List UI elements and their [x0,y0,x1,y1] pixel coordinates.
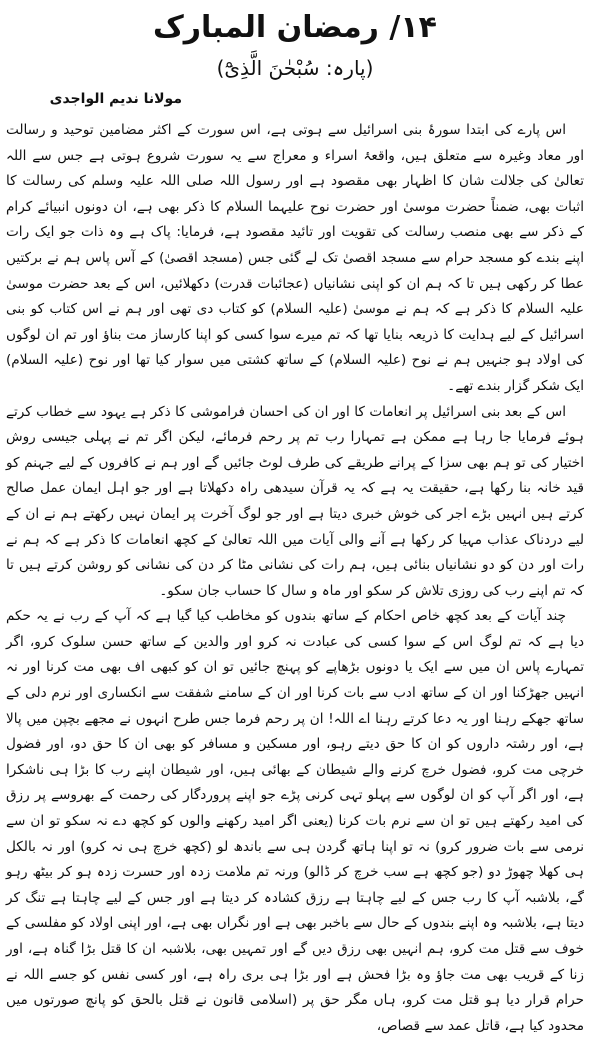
page-subtitle: (پارہ: سُبْحٰنَ الَّذِیْٓ) [216,56,374,80]
author-name: مولانا ندیم الواجدی [49,91,182,107]
page-title: ۱۴/ رمضان المبارک [153,10,437,45]
paragraph: اس پارے کی ابتدا سورۂ بنی اسرائیل سے ہوتی ہے، اس سورت کے اکثر مضامین توحید و رسالت اور معاد وغیرہ سے متعلق ہیں، واقعۂ اسراء و معراج سے یہ سورت شروع ہوتی ہے جس سے اللہ تعالیٰ کی جلالت شان کا اظہار بھی مقصود ہے اور رسول اللہ صلی اللہ علیہ وسلم کی رسالت کا اثبات بھی، ضمناً حضرت موسیٰ اور حضرت نوح علیہما السلام کا ذکر بھی ہے، ان دونوں انبیائے کرام کے ذکر سے بھی منصب رسالت کی تقویت اور تائید مقصود ہے، فرمایا: پاک ہے وہ ذات جو ایک رات اپنے بندے کو مسجد حرام سے مسجد اقصیٰ تک لے گئی جس (مسجد اقصیٰ) کے آس پاس ہم نے برکتیں عطا کر رکھی ہیں تا کہ ہم ان کو اپنی نشانیاں (عجائبات قدرت) دکھلائیں، اس کے بعد حضرت موسیٰ علیہ السلام کا ذکر ہے کہ ہم نے موسیٰ (علیہ السلام) کو کتاب دی تھی اور ہم نے اس کتاب کو بنی اسرائیل کے لیے ہدایت کا ذریعہ بنایا تھا کہ تم میرے سوا کسی کو اپنا کارساز مت بناؤ اور تم ان لوگوں کی اولاد ہو جنہیں ہم نے نوح (علیہ السلام) کے ساتھ کشتی میں سوار کیا تھا اور نوح (علیہ السلام) ایک شکر گزار بندے تھے۔ [6,122,584,394]
article-body [6,118,584,1039]
paragraph: اس کے بعد بنی اسرائیل پر انعامات کا اور ان کی احسان فراموشی کا ذکر ہے یہود سے خطاب کرتے ہوئے فرمایا جا رہا ہے ممکن ہے تمہارا رب تم پر رحم فرمائے، لیکن اگر تم نے پہلی جیسی روش اختیار کی تو ہم بھی سزا کے پرانے طریقے کی طرف لوٹ جائیں گے اور ہم نے کافروں کے لیے جہنم کو قید خانہ بنا رکھا ہے، حقیقت یہ ہے کہ یہ قرآن سیدھی راہ دکھلاتا ہے اور جو اہل ایمان عمل صالح کرتے ہیں انہیں بڑے اجر کی خوش خبری دیتا ہے اور جو لوگ آخرت پر ایمان نہیں رکھتے ہم نے ان کے لیے دردناک عذاب مہیا کر رکھا ہے آنے والی آیات میں اللہ تعالیٰ کے کچھ انعامات کا ذکر ہے کہ ہم نے رات اور دن کو دو نشانیاں بنائی ہیں، ہم رات کی نشانی مٹا کر دن کی نشانی کو روشن کرتے ہیں تا کہ تم اپنے رب کی روزی تلاش کر سکو اور ماہ و سال کا حساب جان سکو۔ [6,403,584,599]
paragraph: چند آیات کے بعد کچھ خاص احکام کے ساتھ بندوں کو مخاطب کیا گیا ہے کہ آپ کے رب نے یہ حکم دیا ہے کہ تم لوگ اس کے سوا کسی کی عبادت نہ کرو اور والدین کے ساتھ حسن سلوک کرو، اگر تمہارے پاس ان میں سے ایک یا دونوں بڑھاپے کو پہنچ جائیں تو ان کو کبھی اف بھی مت کرنا اور نہ انہیں جھڑکنا اور ان کے ساتھ ادب سے بات کرنا اور ان کے سامنے شفقت سے انکساری اور نرم دلی کے ساتھ جھکے رہنا اور یہ دعا کرتے رہنا اے اللہ! ان پر رحم فرما جس طرح انہوں نے مجھے بچپن میں پالا ہے، اور رشتہ داروں کو ان کا حق دیتے رہو، اور مسکین و مسافر کو بھی ان کا حق دو، اور فضول خرچی مت کرو، فضول خرچ کرنے والے شیطان کے بھائی ہیں، اور شیطان اپنے رب کا بڑا ہی ناشکرا ہے، اور اگر آپ کو ان لوگوں سے پہلو تہی کرنی پڑے جو اپنے پروردگار کی رحمت کے بھروسے پر رزق کی امید رکھتے ہیں تو ان سے نرم بات کرنا (یعنی اگر امید رکھنے والوں کو کچھ دے نہ سکو تو ان سے نرمی سے بات ضرور کرو) نہ تو اپنا ہاتھ گردن ہی سے باندھ لو (کچھ خرچ ہی نہ کرو) اور نہ بالکل ہی کھلا چھوڑ دو (جو کچھ ہے سب خرچ کر ڈالو) ورنہ تم ملامت زدہ اور حسرت زدہ ہو کر بیٹھ رہو گے، بلاشبہ آپ کا رب جس کے لیے چاہتا ہے رزق کشادہ کر دیتا ہے اور جس کے لیے چاہتا ہے تنگ کر دیتا ہے، بلاشبہ وہ اپنے بندوں کے حال سے باخبر بھی ہے اور نگراں بھی ہے، اور اپنی اولاد کو مفلسی کے خوف سے قتل مت کرو، ہم انہیں بھی رزق دیں گے اور تمہیں بھی، بلاشبہ ان کا قتل بڑا گناہ ہے، اور زنا کے قریب بھی مت جاؤ وہ بڑا فحش ہے اور بڑا ہی بری راہ ہے، اور کسی نفس کو جسے اللہ نے حرام قرار دیا ہو قتل مت کرو، ہاں مگر حق پر (اسلامی قانون نے قتل بالحق کو پانچ صورتوں میں محدود کیا ہے، قاتل عمد سے قصاص، [6,608,584,1034]
